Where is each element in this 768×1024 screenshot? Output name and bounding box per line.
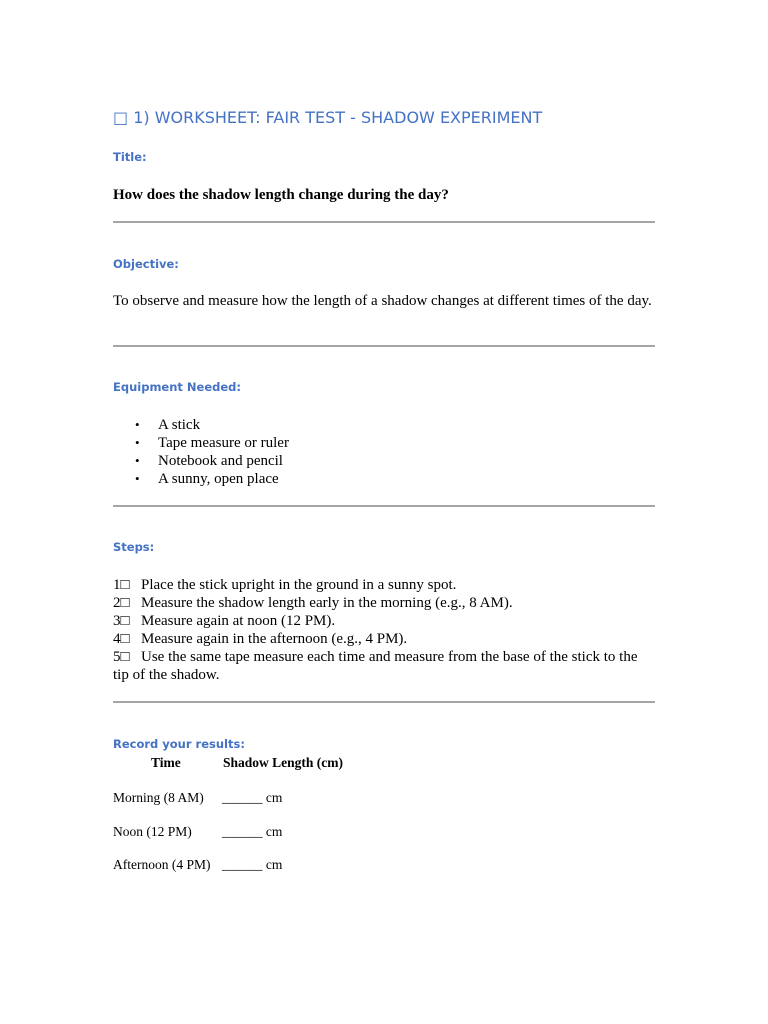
divider [113,701,655,703]
equipment-item: • A stick [158,416,289,434]
results-row [113,824,282,840]
step-text: Place the stick upright in the ground in a sunny spot. [141,577,457,593]
objective-text: To observe and measure how the length of a shadow changes at different times of the day. [113,293,652,309]
step-number: 2□ [113,595,130,611]
results-time: Noon (12 PM) [113,824,192,839]
objective-label: Objective: [113,257,179,271]
results-header-time: Time [151,755,181,770]
steps-list [113,576,655,684]
title-label: Title: [113,150,147,164]
step-item [113,630,655,648]
results-time: Morning (8 AM) [113,790,204,805]
step-number: 5□ [113,649,130,665]
step-number: 4□ [113,631,130,647]
results-time: Afternoon (4 PM) [113,857,211,872]
step-item [113,594,655,612]
step-item [113,648,655,684]
results-label: Record your results: [113,737,245,751]
results-value-blank: ______ cm [222,857,283,872]
results-header-length: Shadow Length (cm) [223,755,344,770]
results-row [113,857,282,873]
step-number: 1□ [113,577,130,593]
step-number: 3□ [113,613,130,629]
results-row [113,790,282,806]
steps-label: Steps: [113,540,155,554]
equipment-item: • Notebook and pencil [158,452,289,470]
equipment-list [113,416,289,488]
step-text: Measure again at noon (12 PM). [141,613,336,629]
results-value-blank: ______ cm [222,824,283,839]
title-text: How does the shadow length change during the day? [113,187,449,203]
divider [113,345,655,347]
equipment-label: Equipment Needed: [113,380,242,394]
divider [113,505,655,507]
step-item [113,612,655,630]
equipment-item: • A sunny, open place [158,470,289,488]
step-text: Measure again in the afternoon (e.g., 4 PM). [141,631,408,647]
step-text: Use the same tape measure each time and measure from the base of the stick to the tip of the shadow. [113,649,638,683]
results-value-blank: ______ cm [222,790,283,805]
equipment-item: • Tape measure or ruler [158,434,289,452]
step-item [113,576,655,594]
step-text: Measure the shadow length early in the morning (e.g., 8 AM). [141,595,513,611]
worksheet-heading: □ 1) WORKSHEET: FAIR TEST - SHADOW EXPERIMENT [113,108,543,127]
divider [113,221,655,223]
